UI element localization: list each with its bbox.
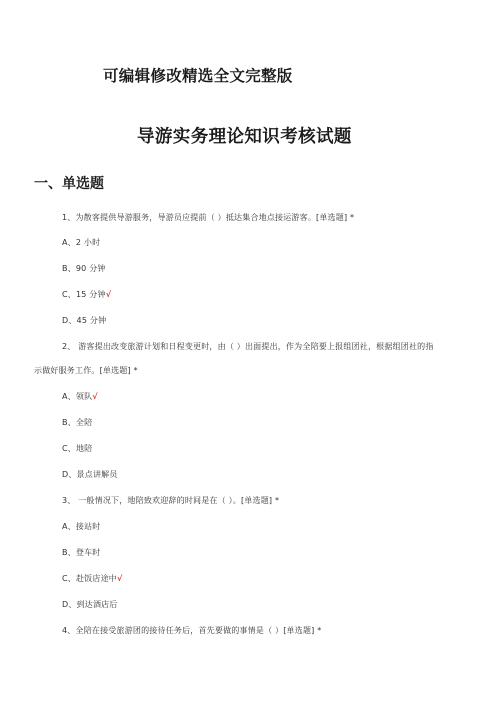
- option-2c[interactable]: [62, 443, 92, 454]
- option-3d[interactable]: [62, 599, 118, 610]
- option-1a[interactable]: [62, 237, 100, 248]
- question-4-stem: 4、全陪在接受旅游团的接待任务后，首先要做的事情是（ ）[单选题] *: [62, 626, 322, 635]
- question-2-stem-line1: 2、 游客提出改变旅游计划和日程变更时，由（ ）出面提出，作为全陪要上报组团社，根据组团社的指: [62, 342, 434, 351]
- question-2-stem-line2: 示做好服务工作。[单选题] *: [34, 366, 138, 375]
- correct-check-icon: √: [105, 290, 112, 299]
- option-label: C、赴饭店途中: [62, 574, 117, 583]
- option-1d[interactable]: [62, 315, 106, 326]
- option-label: C、15 分钟: [62, 290, 106, 299]
- option-3c[interactable]: [62, 573, 123, 584]
- option-3a[interactable]: [62, 521, 100, 532]
- option-label: A、2 小时: [62, 238, 101, 247]
- option-label: A、接站时: [62, 522, 101, 531]
- banner-heading: 可编辑修改精选全文完整版: [103, 67, 293, 85]
- section-heading: 一、单选题: [34, 176, 104, 192]
- option-2d[interactable]: [62, 469, 118, 480]
- option-label: A、领队: [62, 392, 93, 401]
- option-2a[interactable]: [62, 391, 98, 402]
- option-label: B、全陪: [62, 418, 93, 427]
- question-3-stem: 3、 一般情况下，地陪致欢迎辞的时间是在（ ）。[单选题] *: [62, 496, 280, 505]
- option-label: B、登车时: [62, 548, 101, 557]
- correct-check-icon: √: [92, 392, 98, 401]
- option-1c[interactable]: [62, 289, 111, 300]
- option-1b[interactable]: [62, 263, 106, 274]
- option-label: D、到达酒店后: [62, 600, 118, 609]
- option-label: D、45 分钟: [62, 316, 107, 325]
- option-label: B、90 分钟: [62, 264, 106, 273]
- question-1-stem: 1、为散客提供导游服务，导游员应提前（ ）抵达集合地点接运游客。[单选题] *: [62, 213, 355, 222]
- option-label: D、景点讲解员: [62, 470, 118, 479]
- document-title: 导游实务理论知识考核试题: [137, 127, 352, 147]
- option-2b[interactable]: [62, 417, 92, 428]
- correct-check-icon: √: [117, 574, 123, 583]
- option-3b[interactable]: [62, 547, 101, 558]
- option-label: C、地陪: [62, 444, 93, 453]
